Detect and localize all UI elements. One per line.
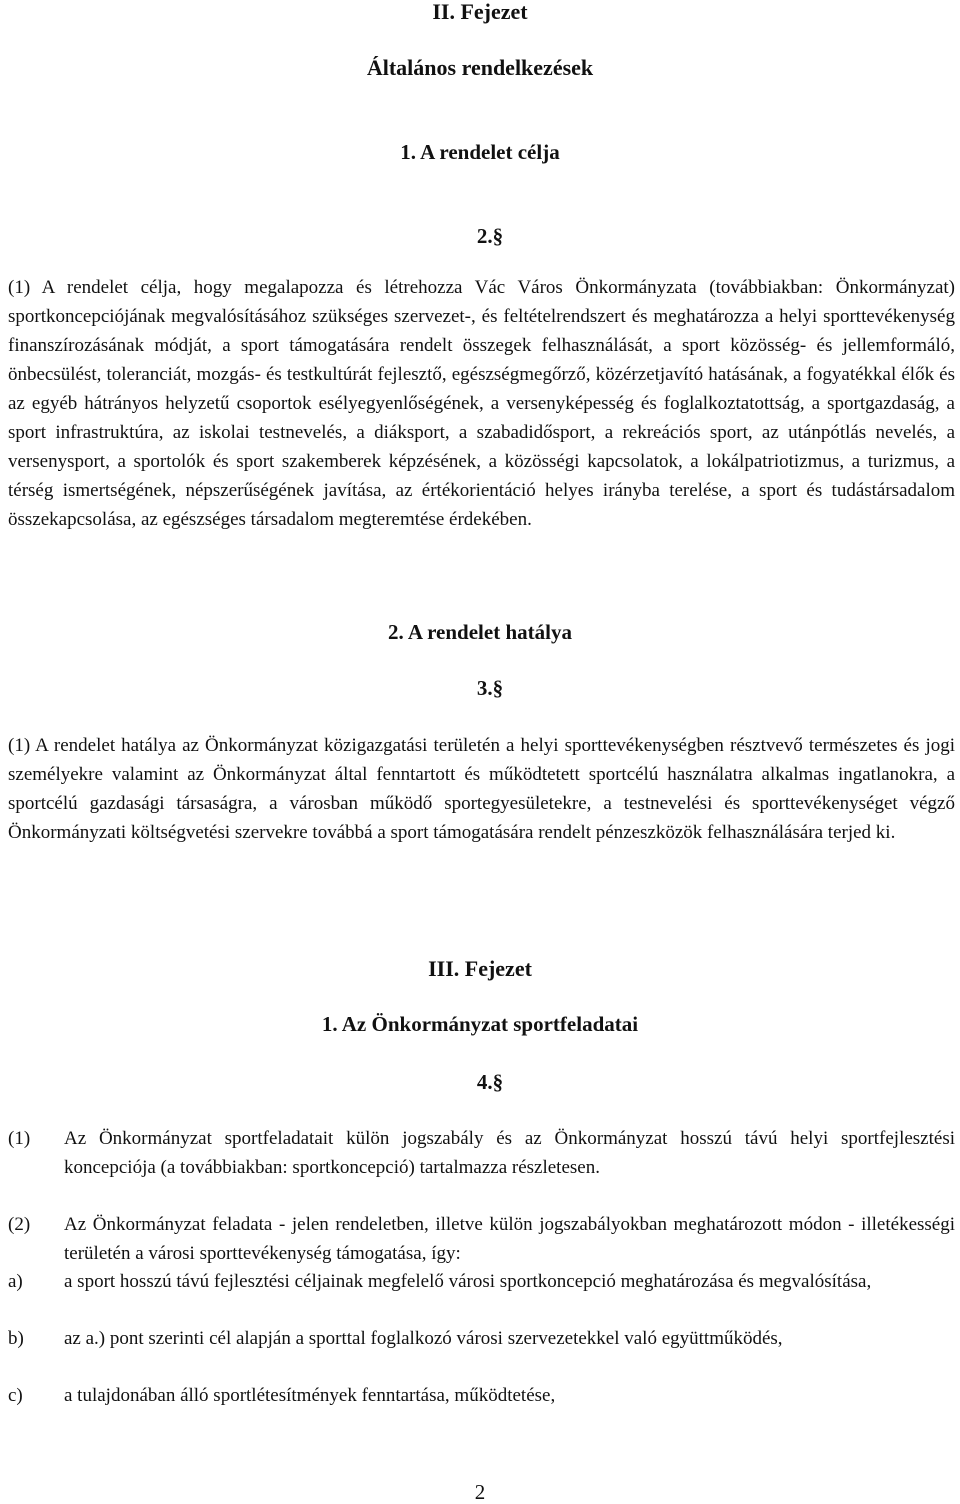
- section-title: 1. Az Önkormányzat sportfeladatai: [321, 1012, 639, 1036]
- list-item-marker: b): [8, 1328, 24, 1349]
- list-item: [8, 1268, 955, 1297]
- list-item: [8, 1125, 955, 1182]
- list-item-text: a tulajdonában álló sportlétesítmények fenntartása, működtetése,: [64, 1385, 556, 1406]
- section-title: 1. A rendelet célja: [400, 140, 560, 164]
- section-title: 2. A rendelet hatálya: [388, 620, 572, 644]
- paragraph-text: (1) A rendelet célja, hogy megalapozza és létrehozza Vác Város Önkormányzata (továbbiakban: Önkormányzat) sportkoncepciójának megvalósításához szükséges szervezet-, és feltételrendszert és meghatározza a helyi sporttevékenység finanszírozásának módját, a sport támogatására rendelt összegek felhasználását, a sport közösség- és jellemformáló, önbecsülést, toleranciát, mozgás- és testkultúrát fejlesztő, egészségmegőrző, közérzetjavító hatásának, a fogyatékkal élők és az egyéb hátrányos helyzetű csoportok esélyegyenlőségének, a versenyképesség és foglalkoztatottság, a sportgazdaság, a sport infrastruktúra, az iskolai testnevelés, a diáksport, a szabadidősport, a rekreációs sport, az utánpótlás nevelés, a versenysport, a sportolók és sport szakemberek képzésének, a közösségi kapcsolatok, a lokálpatriotizmus, a turizmus, a térség ismertségének, népszerűségének javítása, az értékorientáció helyes irányba terelése, a sport és tudástársadalom összekapcsolása, az egészséges társadalom megteremtése érdekében.: [8, 277, 955, 530]
- list-item-text: a sport hosszú távú fejlesztési céljainak megfelelő városi sportkoncepció meghatározása és megvalósítása,: [64, 1271, 872, 1292]
- list-item-marker: (1): [8, 1128, 31, 1149]
- page-number: 2: [474, 1480, 486, 1504]
- list-item-marker: a): [8, 1271, 23, 1292]
- list-item-text: Az Önkormányzat sportfeladatait külön jogszabály és az Önkormányzat hosszú távú helyi sportfejlesztési koncepciója (a továbbiakban: sportkoncepció) tartalmazza részletesen.: [64, 1128, 955, 1178]
- list-item-text: az a.) pont szerinti cél alapján a sporttal foglalkozó városi szervezetekkel való együttműködés,: [64, 1328, 783, 1349]
- list-item-text: Az Önkormányzat feladata - jelen rendeletben, illetve külön jogszabályokban meghatározott módon - illetékességi területén a városi sporttevékenység támogatása, így:: [64, 1214, 955, 1264]
- chapter-title: II. Fejezet: [432, 0, 528, 24]
- paragraph-text: (1) A rendelet hatálya az Önkormányzat közigazgatási területén a helyi sporttevékenységben résztvevő természetes és jogi személyekre valamint az Önkormányzat által fenntartott és működtetett sportcélú használatra alkalmas ingatlanokra, a sportcélú gazdasági társaságra, a városban működő sportegyesületekre, a testnevelési és sporttevékenységet végző Önkormányzati költségvetési szervekre továbbá a sport támogatására rendelt pénzeszközök felhasználására terjed ki.: [8, 735, 955, 843]
- list-item: [8, 1211, 955, 1268]
- chapter-title: III. Fejezet: [428, 956, 532, 981]
- paragraph-number: 4.§: [476, 1070, 504, 1094]
- list-item: [8, 1325, 955, 1354]
- paragraph-number: 2.§: [476, 224, 504, 248]
- list-item: [8, 1382, 955, 1411]
- list-item-marker: c): [8, 1385, 23, 1406]
- chapter-subtitle: Általános rendelkezések: [366, 55, 594, 80]
- paragraph-number: 3.§: [476, 676, 504, 700]
- list-item-marker: (2): [8, 1214, 31, 1235]
